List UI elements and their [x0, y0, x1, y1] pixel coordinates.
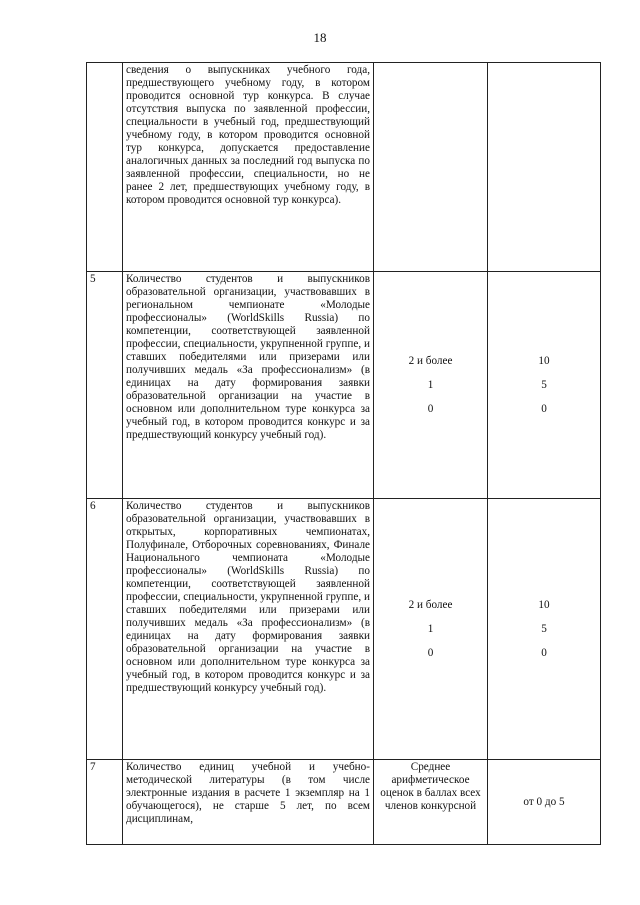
row-number: 6: [87, 499, 123, 760]
points-cell: [488, 272, 601, 499]
condition-value: 0: [427, 647, 434, 659]
row-number: 5: [87, 272, 123, 499]
table-row: [87, 760, 601, 845]
points-value: 10: [538, 599, 550, 611]
criteria-table: [86, 62, 601, 845]
points-value: 0: [541, 403, 547, 415]
points-value: 5: [541, 379, 547, 391]
criterion-description: Количество единиц учебной и учебно-методической литературы (в том числе электронные издания в расчете 1 экземпляр на 1 обучающегося), не старше 5 лет, по всем дисциплинам,: [123, 760, 374, 845]
criterion-description: Количество студентов и выпускников образовательной организации, участвовавших в открытых, корпоративных чемпионатах, Полуфинале, Отборочных соревнованиях, Финале Национального чемпионата «Молодые профессионалы» (WorldSkills Russia) по компетенции, соответствующей заявленной профессии, специальности, укрупненной группе, и ставших победителями или призерами или получивших медаль «За профессионализм» (в единицах на дату формирования заявки образовательной организации на участие в основном или дополнительном туре конкурса за учебный год, в котором проводится конкурс и за предшествующий конкурсу учебный год).: [123, 499, 374, 760]
condition-value: 2 и более: [408, 355, 453, 367]
condition-value: 2 и более: [408, 599, 453, 611]
table-row: [87, 499, 601, 760]
criterion-description: Количество студентов и выпускников образовательной организации, участвовавших в региональном чемпионате «Молодые профессионалы» (WorldSkills Russia) по компетенции, соответствующей заявленной профессии, специальности, укрупненной группе, и ставших победителями или призерами или получивших медаль «За профессионализм» (в единицах на дату формирования заявки образовательной организации на участие в основном или дополнительном туре конкурса за учебный год, в котором проводится конкурс и за предшествующий конкурсу учебный год).: [123, 272, 374, 499]
points-value: 0: [541, 647, 547, 659]
condition-cell: [374, 63, 488, 272]
points-cell: от 0 до 5: [488, 760, 601, 845]
points-value: 10: [538, 355, 550, 367]
row-number: 7: [87, 760, 123, 845]
points-value: 5: [541, 623, 547, 635]
row-number: [87, 63, 123, 272]
condition-value: 0: [427, 403, 434, 415]
table-row: [87, 63, 601, 272]
condition-cell: [374, 499, 488, 760]
criterion-description: сведения о выпускниках учебного года, предшествующего учебному году, в котором проводится основной тур конкурса. В случае отсутствия выпуска по заявленной профессии, специальности в учебный год, предшествующий учебному году, в котором проводится основной тур конкурса, допускается предоставление аналогичных данных за последний год выпуска по заявленной профессии, специальности, но не ранее 2 лет, предшествующих учебному году, в котором проводится основной тур конкурса).: [123, 63, 374, 272]
condition-cell: [374, 272, 488, 499]
table-row: [87, 272, 601, 499]
points-cell: [488, 499, 601, 760]
condition-value: 1: [427, 623, 434, 635]
condition-cell: Среднее арифметическое оценок в баллах всех членов конкурсной: [374, 760, 488, 845]
points-cell: [488, 63, 601, 272]
page-number: 18: [313, 30, 327, 45]
condition-value: 1: [427, 379, 434, 391]
